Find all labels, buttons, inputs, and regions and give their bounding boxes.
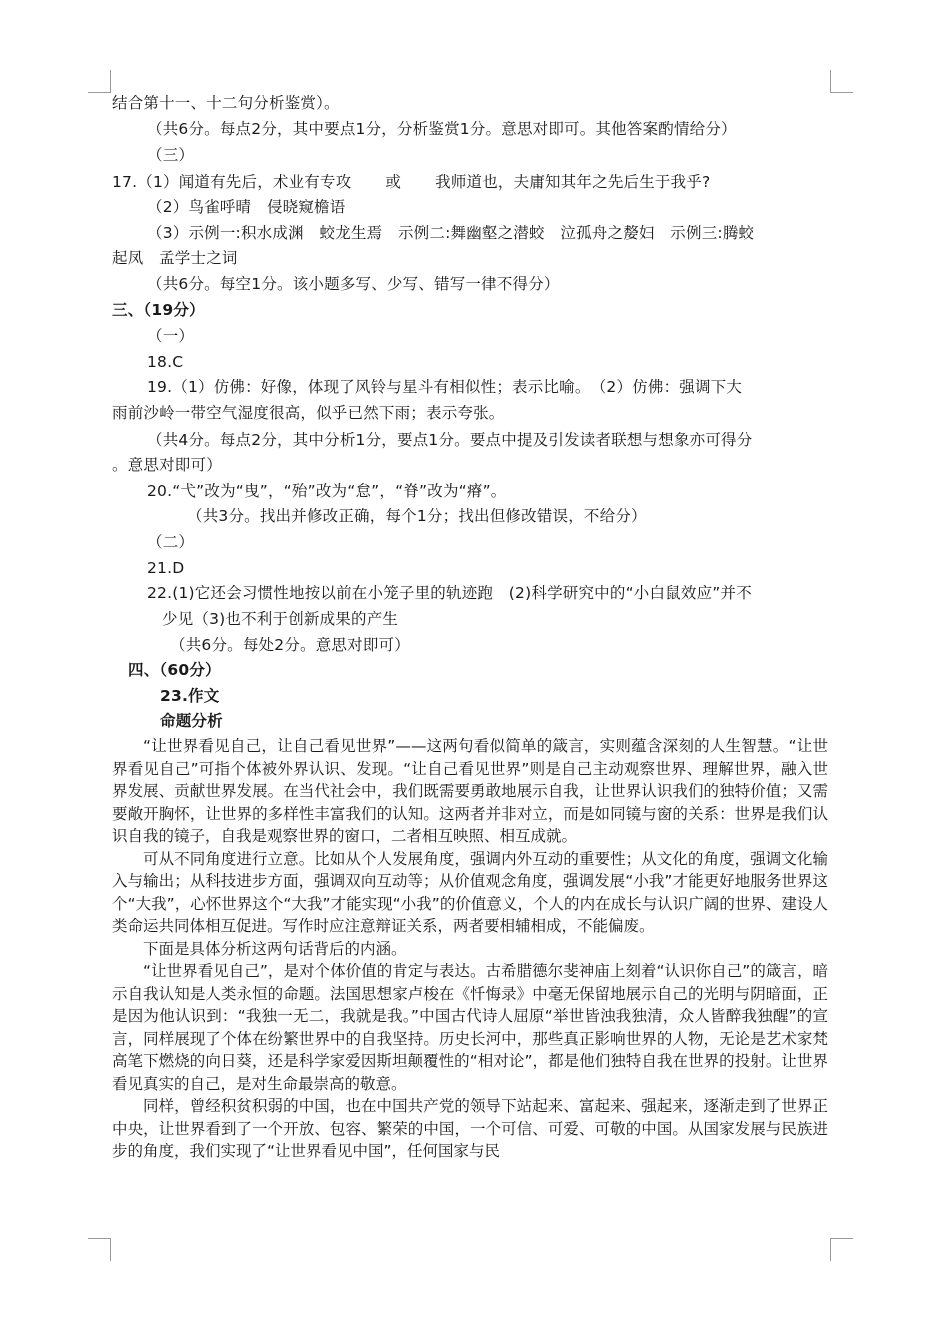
q17-part1-b: 我师道也，夫庸知其年之先后生于我乎? xyxy=(435,173,711,191)
subsection-label: （一） xyxy=(147,327,195,345)
answer-line: 结合第十一、十二句分析鉴赏）。 xyxy=(112,94,340,112)
subsection-label: （三） xyxy=(147,146,195,164)
q20-score: （共3分。找出并修改正确，每个1分；找出但修改错误，不给分） xyxy=(187,507,647,525)
q21-answer: 21.D xyxy=(147,559,185,577)
q17-part3: （3）示例一:积水成渊 蛟龙生焉 示例二:舞幽壑之潜蛟 泣孤舟之嫠妇 示例三:腾蛟 xyxy=(147,224,755,242)
q19-answer-cont: 雨前沙岭一带空气湿度很高，似乎已然下雨；表示夸张。 xyxy=(112,404,505,422)
crop-mark-bottom-left xyxy=(88,1238,111,1261)
section-4-heading: 四、（60分） xyxy=(128,661,221,679)
q20-answer: 20.“弋”改为“曳”，“殆”改为“怠”，“脊”改为“瘠”。 xyxy=(147,482,507,500)
q17-part1-or: 或 xyxy=(385,173,402,191)
analysis-body xyxy=(112,735,828,1163)
q19-score-cont: 。意思对即可） xyxy=(112,456,222,474)
essay-paragraph: 可从不同角度进行立意。比如从个人发展角度，强调内外互动的重要性；从文化的角度，强调文化输入与输出；从科技进步方面，强调双向互动等；从价值观念角度，强调发展“小我”才能更好地服务世界这个“大我”，心怀世界这个“大我”才能实现“小我”的价值意义，个人的内在成长与认识广阔的世界、建设人类命运共同体相互促进。写作时应注意辩证关系，两者要相辅相成，不能偏废。 xyxy=(112,849,828,935)
crop-mark-top-right xyxy=(830,70,853,93)
analysis-heading: 命题分析 xyxy=(160,712,223,730)
q22-answer-cont: 少见（3)也不利于创新成果的产生 xyxy=(162,610,399,628)
crop-mark-top-left xyxy=(88,70,111,93)
q19-score: （共4分。每点2分，其中分析1分，要点1分。要点中提及引发读者联想与想象亦可得分 xyxy=(147,431,753,449)
essay-paragraph: 同样，曾经积贫积弱的中国，也在中国共产党的领导下站起来、富起来、强起来，逐渐走到了世界正中央，让世界看到了一个开放、包容、繁荣的中国，一个可信、可爱、可敬的中国。从国家发展与民族进步的角度，我们实现了“让世界看见中国”，任何国家与民 xyxy=(112,1097,828,1160)
q18-answer: 18.C xyxy=(147,353,184,371)
essay-paragraph: “让世界看见自己，让自己看见世界”——这两句看似简单的箴言，实则蕴含深刻的人生智慧。“让世界看见自己”可指个体被外界认识、发现。“让自己看见世界”则是自己主动观察世界、理解世界，融入世界发展、贡献世界发展。在当代社会中，我们既需要勇敢地展示自我，让世界认识我们的独特价值；又需要敞开胸怀，让世界的多样性丰富我们的认知。这两者并非对立，而是如同镜与窗的关系：世界是我们认识自我的镜子，自我是观察世界的窗口，二者相互映照、相互成就。 xyxy=(112,737,828,845)
q22-score: （共6分。每处2分。意思对即可） xyxy=(170,636,410,654)
q22-answer: 22.(1)它还会习惯性地按以前在小笼子里的轨迹跑 (2)科学研究中的“小白鼠效应”并不 xyxy=(147,584,752,602)
score-note: （共6分。每点2分，其中要点1分，分析鉴赏1分。意思对即可。其他答案酌情给分） xyxy=(147,120,737,138)
section-3-heading: 三、（19分） xyxy=(112,301,205,319)
q17-part2: （2）鸟雀呼晴 侵晓窥檐语 xyxy=(147,198,346,216)
essay-paragraph: “让世界看见自己”，是对个体价值的肯定与表达。古希腊德尔斐神庙上刻着“认识你自己”的箴言，暗示自我认知是人类永恒的命题。法国思想家卢梭在《忏悔录》中毫无保留地展示自己的光明与阴暗面，正是因为他认识到：“我独一无二，我就是我。”中国古代诗人屈原“举世皆浊我独清，众人皆醉我独醒”的宣言，同样展现了个体在纷繁世界中的自我坚持。历史长河中，那些真正影响世界的人物，无论是艺术家梵高笔下燃烧的向日葵，还是科学家爱因斯坦颠覆性的“相对论”，都是他们独特自我在世界的投射。让世界看见真实的自己，是对生命最崇高的敬意。 xyxy=(112,962,828,1093)
q17-part1 xyxy=(112,170,710,194)
crop-mark-bottom-right xyxy=(830,1238,853,1261)
q17-part3-cont: 起凤 孟学士之词 xyxy=(112,249,238,267)
q23-title: 23.作文 xyxy=(160,687,220,705)
q19-answer: 19.（1）仿佛：好像，体现了风铃与星斗有相似性；表示比喻。 （2）仿佛：强调下大 xyxy=(147,378,743,396)
subsection-label: （二） xyxy=(147,533,195,551)
q17-part1-a: 17.（1）闻道有先后，术业有专攻 xyxy=(112,173,352,191)
q17-score: （共6分。每空1分。该小题多写、少写、错写一律不得分） xyxy=(147,275,560,293)
essay-paragraph: 下面是具体分析这两句话背后的内涵。 xyxy=(143,939,407,958)
